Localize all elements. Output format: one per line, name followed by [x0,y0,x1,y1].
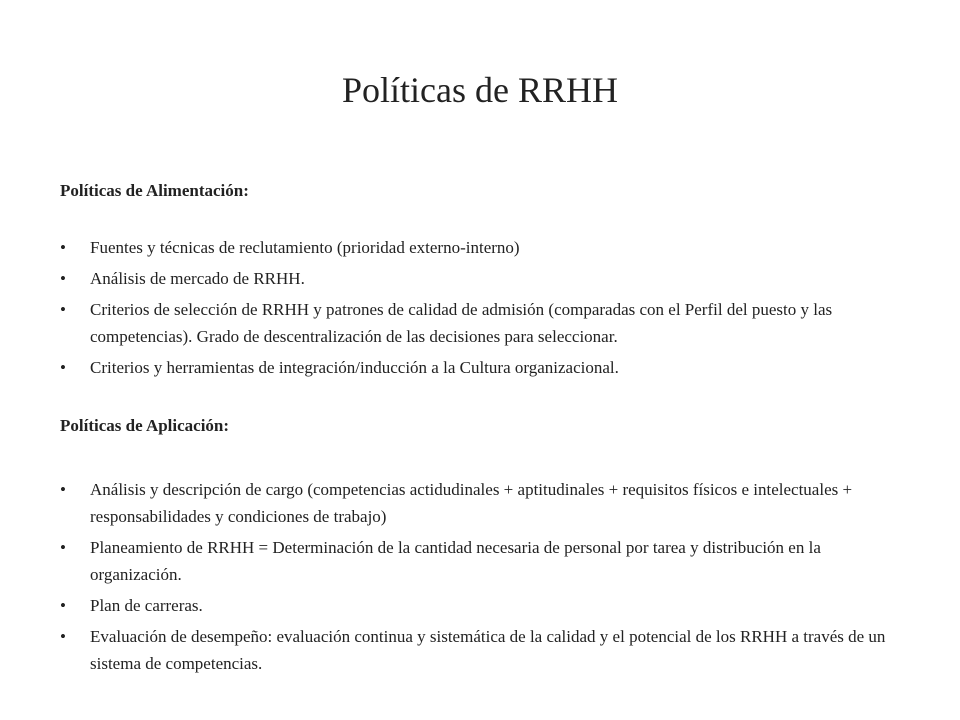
bullet-icon: • [60,596,66,615]
list-item [60,534,900,588]
alimentacion-bullet-list [60,234,900,385]
aplicacion-bullet-list [60,476,900,681]
list-item [60,234,900,261]
list-item-text: Análisis y descripción de cargo (competencias actidudinales + aptitudinales + requisitos físicos e intelectuales + responsabilidades y condiciones de trabajo) [90,480,853,526]
slide-title: Políticas de RRHH [342,70,618,110]
list-item-text: Planeamiento de RRHH = Determinación de la cantidad necesaria de personal por tarea y distribución en la organización. [90,538,821,584]
list-item [60,354,900,381]
list-item [60,592,900,619]
list-item-text: Evaluación de desempeño: evaluación continua y sistemática de la calidad y el potencial de los RRHH a través de un sistema de competencias. [90,627,886,673]
list-item-text: Plan de carreras. [90,596,203,615]
bullet-icon: • [60,538,66,557]
list-item [60,623,900,677]
list-item-text: Fuentes y técnicas de reclutamiento (prioridad externo-interno) [90,238,520,257]
bullet-icon: • [60,238,66,257]
list-item-text: Análisis de mercado de RRHH. [90,269,305,288]
bullet-icon: • [60,480,66,499]
list-item [60,265,900,292]
list-item-text: Criterios de selección de RRHH y patrones de calidad de admisión (comparadas con el Perfil del puesto y las competencias). Grado de descentralización de las decisiones para seleccionar. [90,300,833,346]
bullet-icon: • [60,269,66,288]
list-item [60,476,900,530]
section-heading-aplicacion: Políticas de Aplicación: [60,416,230,435]
bullet-icon: • [60,358,66,377]
bullet-icon: • [60,300,66,319]
section-heading-alimentacion: Políticas de Alimentación: [60,181,249,200]
list-item [60,296,900,350]
list-item-text: Criterios y herramientas de integración/inducción a la Cultura organizacional. [90,358,619,377]
bullet-icon: • [60,627,66,646]
